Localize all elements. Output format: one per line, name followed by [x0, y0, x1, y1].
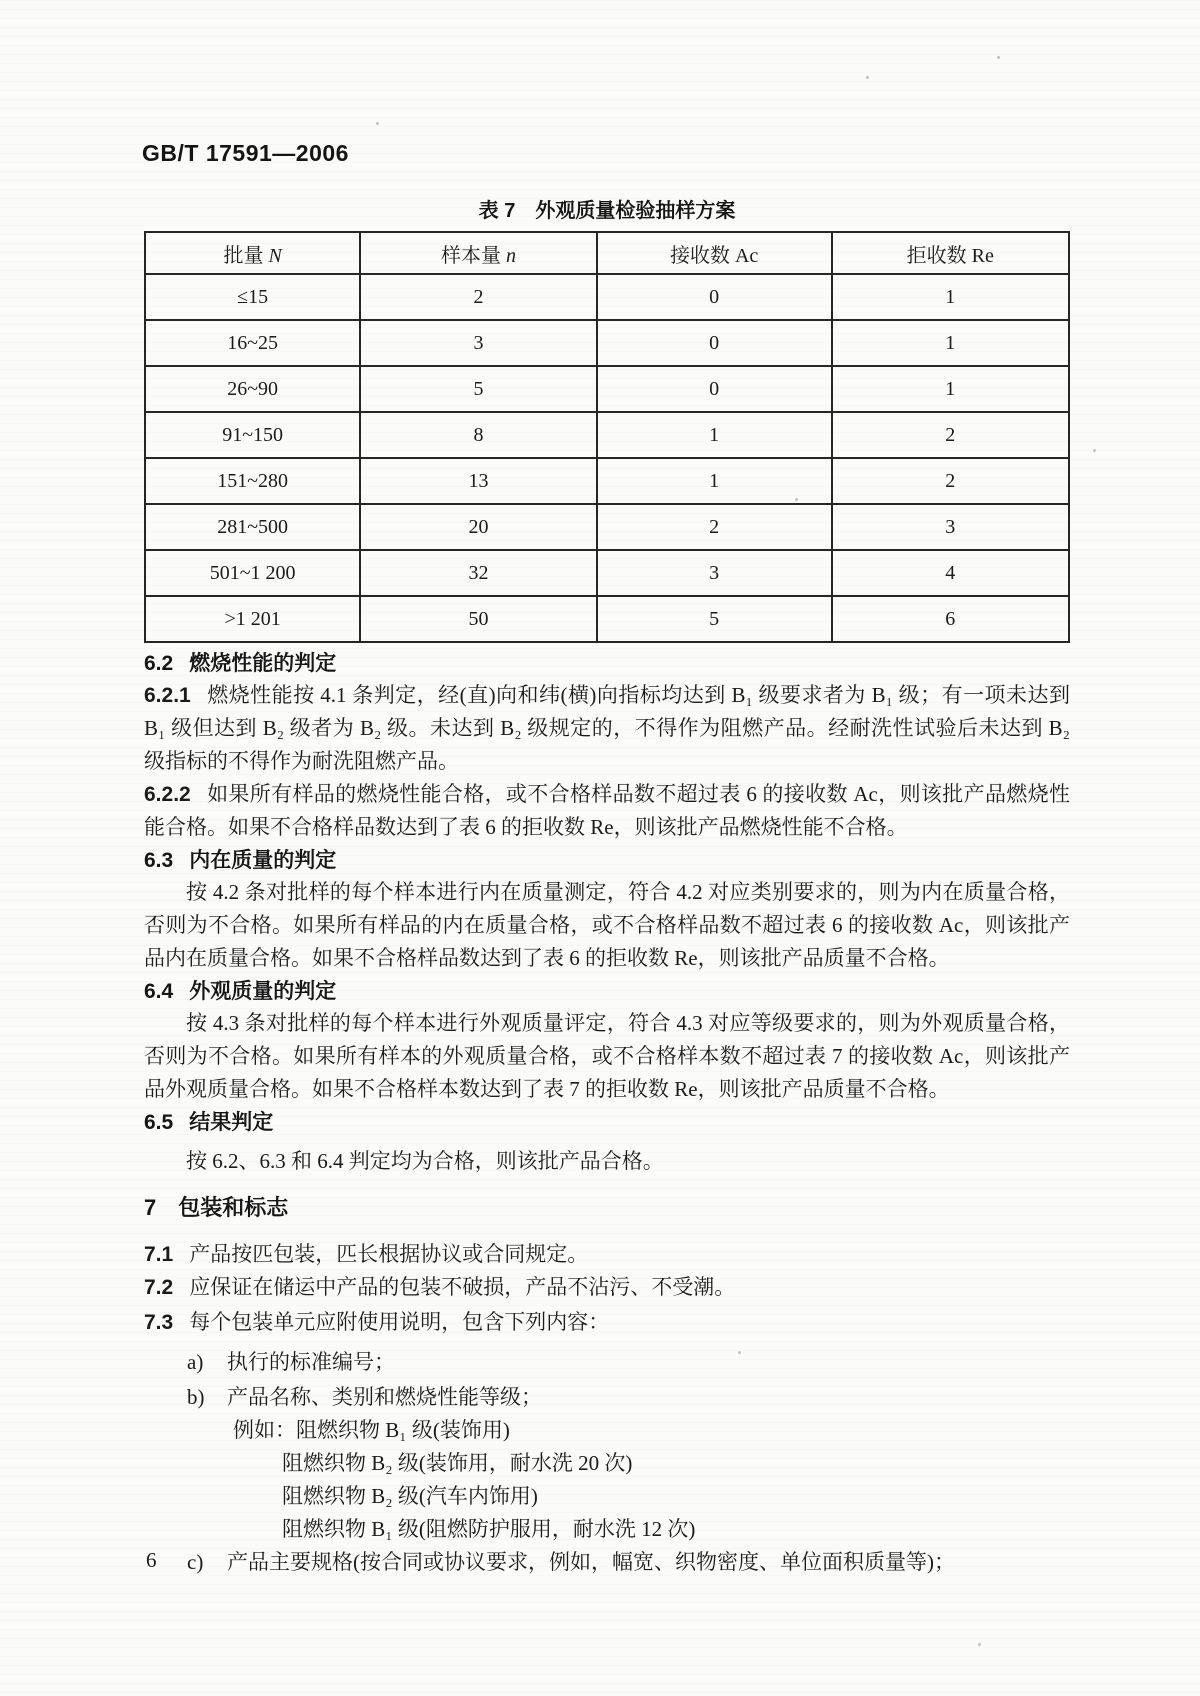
scan-speck	[738, 1351, 741, 1354]
col-header-rejection-number: 拒收数 Re	[832, 232, 1070, 274]
table-cell: 5	[597, 596, 832, 642]
col-header-acceptance-number: 接收数 Ac	[597, 232, 832, 274]
var-Re: Re	[971, 244, 994, 267]
table-row	[145, 504, 1069, 550]
table-cell: 0	[597, 274, 832, 320]
table-cell: 13	[360, 458, 597, 504]
table-cell: 16~25	[145, 320, 360, 366]
table-cell: 2	[360, 274, 597, 320]
clause-7-1: 7.1 产品按匹包装，匹长根据协议或合同规定。	[144, 1242, 589, 1266]
table-cell: 151~280	[145, 458, 360, 504]
table-cell: 20	[360, 504, 597, 550]
table-cell: 281~500	[145, 504, 360, 550]
chapter-7-heading: 7 包装和标志	[144, 1195, 289, 1220]
scan-speck	[1093, 449, 1096, 452]
clause-6-2-2: 6.2.2 如果所有样品的燃烧性能合格，或不合格样品数不超过表 6 的接收数 Ac，则该批产品燃烧性能合格。如果不合格样品数达到了表 6 的拒收数 Re，则该批产品燃烧性能不合格。	[144, 782, 1070, 839]
table-cell: 3	[360, 320, 597, 366]
table7-sampling-plan	[144, 231, 1070, 643]
clause-6-4-heading: 6.4 外观质量的判定	[144, 980, 337, 1003]
example-line-4: 阻燃织物 B₁ 级(阻燃防护服用，耐水洗 12 次)	[282, 1517, 696, 1541]
page-number: 6	[146, 1548, 157, 1572]
scan-speck	[997, 56, 1000, 59]
table-cell: 26~90	[145, 366, 360, 412]
clause-6-3-heading: 6.3 内在质量的判定	[144, 849, 337, 872]
col-header-batch-size: 批量 N	[145, 232, 360, 274]
list-item-c: c) 产品主要规格(按合同或协议要求，例如，幅宽、织物密度、单位面积质量等)；	[187, 1550, 955, 1574]
scan-speck	[795, 498, 798, 501]
doc-number: GB/T 17591—2006	[142, 140, 349, 166]
example-line-3: 阻燃织物 B₂ 级(汽车内饰用)	[282, 1484, 538, 1508]
table-cell: 5	[360, 366, 597, 412]
table-cell: 2	[832, 458, 1070, 504]
table-cell: 1	[597, 458, 832, 504]
clause-6-4-paragraph: 按 4.3 条对批样的每个样本进行外观质量评定，符合 4.3 对应等级要求的，则为外观质量合格，否则为不合格。如果所有样本的外观质量合格，或不合格样本数不超过表 7 的接收数 Ac，则该批产品外观质量合格。如果不合格样本数达到了表 7 的拒收数 Re，则该批产品质量不合格。	[144, 1011, 1070, 1101]
clause-6-2-heading: 6.2 燃烧性能的判定	[144, 652, 337, 675]
table-header-row	[145, 232, 1069, 274]
list-item-a: a) 执行的标准编号；	[187, 1350, 395, 1374]
table-cell: 50	[360, 596, 597, 642]
col-header-sample-size: 样本量 n	[360, 232, 597, 274]
table-cell: 0	[597, 320, 832, 366]
var-Ac: Ac	[734, 244, 759, 267]
table-cell: >1 201	[145, 596, 360, 642]
example-line-2: 阻燃织物 B₂ 级(装饰用，耐水洗 20 次)	[282, 1451, 633, 1475]
table-cell: 3	[597, 550, 832, 596]
table7-title: 表 7 外观质量检验抽样方案	[478, 200, 736, 222]
table-row	[145, 550, 1069, 596]
clause-6-3-paragraph: 按 4.2 条对批样的每个样本进行内在质量测定，符合 4.2 对应类别要求的，则为内在质量合格，否则为不合格。如果所有样品的内在质量合格，或不合格样品数不超过表 6 的接收数 Ac，则该批产品内在质量合格。如果不合格样品数达到了表 6 的拒收数 Re，则该批产品质量不合格。	[144, 880, 1070, 970]
example-line-1: 例如：阻燃织物 B₁ 级(装饰用)	[233, 1418, 510, 1442]
scan-speck	[376, 122, 379, 125]
table-cell: 4	[832, 550, 1070, 596]
clause-7-2: 7.2 应保证在储运中产品的包装不破损，产品不沾污、不受潮。	[144, 1275, 736, 1299]
table-cell: 1	[832, 274, 1070, 320]
table-cell: ≤15	[145, 274, 360, 320]
clause-7-3: 7.3 每个包装单元应附使用说明，包含下列内容：	[144, 1310, 610, 1334]
table-cell: 1	[832, 366, 1070, 412]
table-cell: 0	[597, 366, 832, 412]
var-N: N	[268, 244, 282, 267]
scan-speck	[978, 1643, 981, 1646]
table-cell: 2	[832, 412, 1070, 458]
table-row	[145, 458, 1069, 504]
table-cell: 1	[597, 412, 832, 458]
table-row	[145, 320, 1069, 366]
table-cell: 501~1 200	[145, 550, 360, 596]
clause-6-5-heading: 6.5 结果判定	[144, 1111, 274, 1134]
table-row	[145, 596, 1069, 642]
table-cell: 6	[832, 596, 1070, 642]
table-row	[145, 274, 1069, 320]
table-cell: 8	[360, 412, 597, 458]
table-cell: 91~150	[145, 412, 360, 458]
list-item-b: b) 产品名称、类别和燃烧性能等级；	[187, 1385, 542, 1409]
scan-speck	[866, 76, 869, 79]
table-row	[145, 412, 1069, 458]
table-cell: 2	[597, 504, 832, 550]
scan-speck	[932, 888, 935, 891]
clause-6-5-paragraph: 按 6.2、6.3 和 6.4 判定均为合格，则该批产品合格。	[186, 1149, 664, 1173]
var-n: n	[506, 244, 517, 267]
clause-6-2-1: 6.2.1 燃烧性能按 4.1 条判定，经(直)向和纬(横)向指标均达到 B₁ 级要求者为 B₁ 级；有一项未达到 B₁ 级但达到 B₂ 级者为 B₂ 级。未达到 B₂ 级规定的，不得作为阻燃产品。经耐洗性试验后未达到 B₂ 级指标的不得作为耐洗阻燃产品。	[144, 683, 1070, 773]
table-row	[145, 366, 1069, 412]
table-cell: 3	[832, 504, 1070, 550]
table-cell: 1	[832, 320, 1070, 366]
table-cell: 32	[360, 550, 597, 596]
